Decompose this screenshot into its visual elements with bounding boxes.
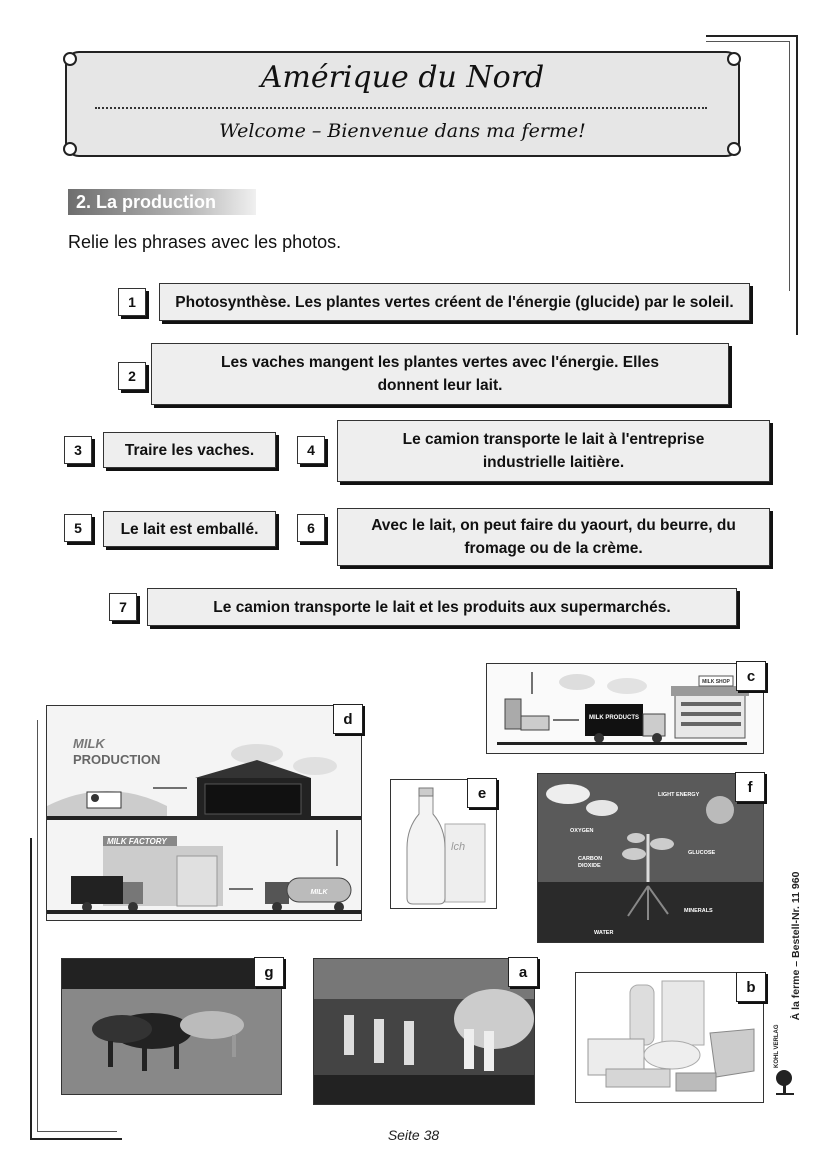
- milk-graphic-text: MILK: [73, 736, 105, 751]
- statement-box: Avec le lait, on peut faire du yaourt, du beurre, du fromage ou de la crème.: [337, 508, 770, 566]
- frame-corner-bottom-left-vertical: [30, 838, 32, 1140]
- statement-box: Le camion transporte le lait et les produits aux supermarchés.: [147, 588, 737, 626]
- sidebar-text: À la ferme – Bestell-Nr. 11 960: [790, 871, 802, 1021]
- statement-number: 2: [118, 362, 146, 390]
- photosynthesis-diagram: [538, 774, 764, 943]
- instruction-text: Relie les phrases avec les photos.: [68, 232, 342, 252]
- photo-f-photosynthesis-diagram: [537, 773, 764, 943]
- carton-text: lch: [451, 841, 466, 853]
- milk-factory-sign: MILK FACTORY: [107, 837, 167, 846]
- frame-corner-bottom-left-inner-vertical: [37, 720, 38, 1132]
- publisher-name: [772, 1020, 784, 1070]
- page-number: Seite 38: [387, 1127, 440, 1143]
- production-graphic-text: PRODUCTION: [73, 752, 161, 767]
- milk-shop-sign: MILK SHOP: [702, 679, 730, 685]
- photo-d-milk-production-illustration: [46, 705, 362, 921]
- milk-products-label: MILK PRODUCTS: [589, 715, 639, 721]
- carbon-label: CARBON: [578, 856, 603, 862]
- glucose-label: GLUCOSE: [688, 850, 716, 856]
- statement-box: Le lait est emballé.: [103, 511, 276, 547]
- statement-box: Traire les vaches.: [103, 432, 276, 468]
- photo-c-delivery-illustration: [486, 663, 764, 754]
- statement-number: 4: [297, 436, 325, 464]
- banner-ring-ornament: [63, 142, 77, 156]
- statement-number: 1: [118, 288, 146, 316]
- section-heading: [68, 189, 256, 215]
- statement-number: 7: [109, 593, 137, 621]
- statement-number: 3: [64, 436, 92, 464]
- banner-ring-ornament: [727, 142, 741, 156]
- statement-number: 5: [64, 514, 92, 542]
- statement-number: 6: [297, 514, 325, 542]
- milking-machine-image: [314, 959, 535, 1105]
- photo-a-milking-machine: [313, 958, 535, 1105]
- frame-corner-top-right-inner: [706, 41, 790, 42]
- page-subtitle: Welcome – Bienvenue dans ma ferme!: [219, 120, 586, 142]
- dioxide-label: DIOXIDE: [578, 863, 601, 869]
- section-title: 2. La production: [76, 192, 217, 212]
- photo-label-g: g: [254, 957, 284, 987]
- frame-corner-top-right-vertical: [796, 35, 798, 335]
- photo-label-f: f: [735, 772, 765, 802]
- water-label: WATER: [594, 930, 614, 936]
- minerals-label: MINERALS: [684, 908, 713, 914]
- light-energy-label: LIGHT ENERGY: [658, 792, 700, 798]
- tree-logo-icon: [774, 1068, 798, 1096]
- page-title: Amérique du Nord: [260, 60, 545, 95]
- frame-corner-top-right: [706, 35, 798, 37]
- milk-truck-label: MILK: [310, 889, 328, 896]
- publisher-name-text: KOHL VERLAG: [774, 1024, 780, 1068]
- photo-g-cows-grazing: [61, 958, 282, 1095]
- frame-corner-top-right-inner-vertical: [789, 41, 790, 291]
- photo-label-c: c: [736, 661, 766, 691]
- title-divider: [95, 107, 707, 109]
- milk-production-illustration: [47, 706, 362, 921]
- photo-label-b: b: [736, 972, 766, 1002]
- photo-label-e: e: [467, 778, 497, 808]
- statement-box: Les vaches mangent les plantes vertes avec l'énergie. Elles donnent leur lait.: [151, 343, 729, 405]
- photo-label-d: d: [333, 704, 363, 734]
- delivery-illustration: [487, 664, 764, 754]
- publisher-logo: [774, 1068, 798, 1096]
- cows-grazing-image: [62, 959, 282, 1095]
- sidebar-order-info: [786, 830, 806, 1070]
- oxygen-label: OXYGEN: [570, 828, 594, 834]
- photo-label-a: a: [508, 957, 538, 987]
- statement-box: Photosynthèse. Les plantes vertes créent de l'énergie (glucide) par le soleil.: [159, 283, 750, 321]
- statement-box: Le camion transporte le lait à l'entreprise industrielle laitière.: [337, 420, 770, 482]
